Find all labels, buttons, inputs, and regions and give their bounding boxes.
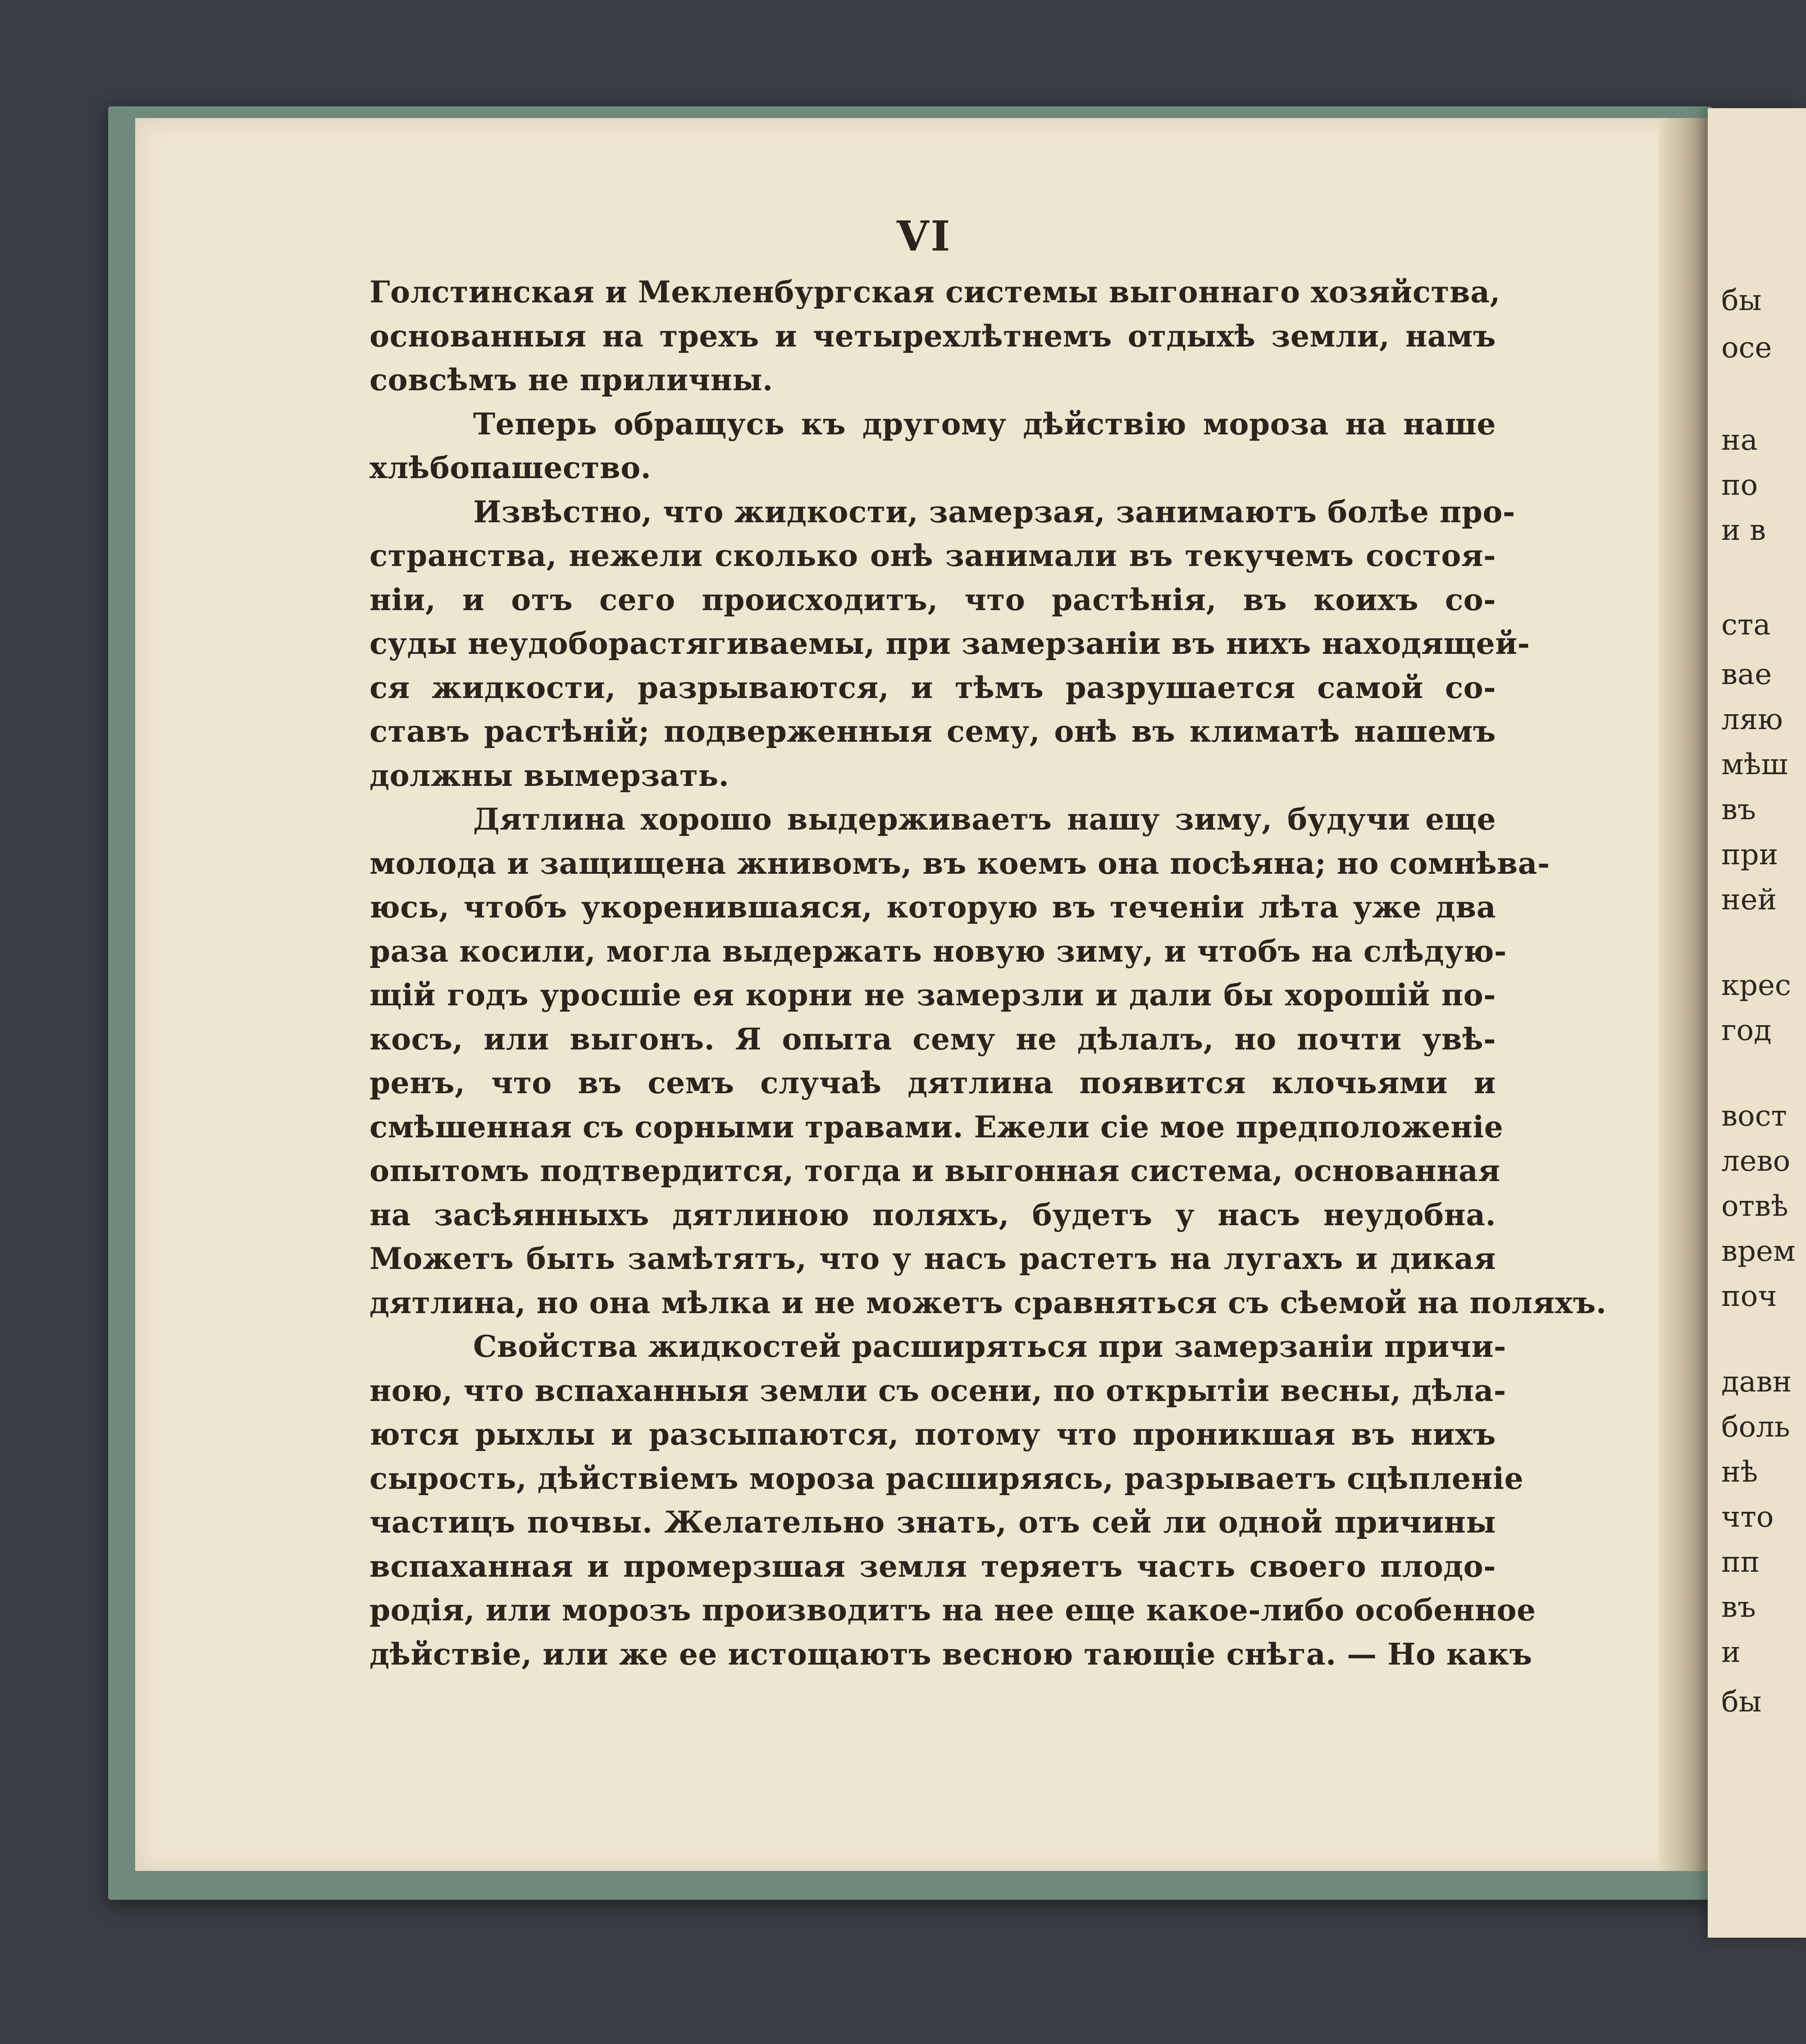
facing-page-fragment: мѣш [1721, 748, 1788, 781]
paragraph-start-line: Извѣстно, что жидкости, замерзая, занимаютъ болѣе про- [473, 494, 1515, 529]
facing-page-fragment: давн [1721, 1365, 1792, 1399]
text-line: опытомъ подтвердится, тогда и выгонная система, основанная [369, 1153, 1500, 1188]
facing-page-fragment: нѣ [1721, 1455, 1758, 1489]
text-line: хлѣбопашество. [369, 450, 652, 485]
text-line: ніи, и отъ сего происходитъ, что растѣнія, въ коихъ со- [369, 582, 1496, 617]
paragraph-start-line: Дятлина хорошо выдерживаетъ нашу зиму, будучи еще [473, 802, 1496, 837]
text-line: дятлина, но она мѣлка и не можетъ сравняться съ сѣемой на поляхъ. [369, 1285, 1607, 1320]
text-line: странства, нежели сколько онѣ занимали въ текучемъ состоя- [369, 538, 1496, 573]
text-line: ются рыхлы и разсыпаются, потому что проникшая въ нихъ [369, 1417, 1496, 1452]
text-line: дѣйствіе, или же ее истощаютъ весною тающіе снѣга. — Но какъ [369, 1636, 1532, 1672]
text-line: молода и защищена жнивомъ, въ коемъ она посѣяна; но сомнѣва- [369, 845, 1550, 881]
text-line: на засѣянныхъ дятлиною поляхъ, будетъ у насъ неудобна. [369, 1197, 1496, 1232]
text-line: ренъ, что въ семъ случаѣ дятлина появится клочьями и [369, 1065, 1496, 1100]
facing-page-fragment: отвѣ [1721, 1190, 1788, 1223]
paragraph-start-line: Свойства жидкостей расширяться при замерзаніи причи- [473, 1329, 1506, 1364]
text-line: смѣшенная съ сорными травами. Ежели сіе мое предположеніе [369, 1109, 1504, 1145]
facing-page-fragment: при [1721, 838, 1779, 871]
body-text [369, 270, 1607, 1676]
facing-page-fragment: и в [1721, 514, 1766, 547]
facing-page-fragment: и [1721, 1636, 1741, 1669]
text-line: родія, или морозъ производитъ на нее еще какое-либо особенное [369, 1592, 1536, 1628]
facing-page-fragment: лево [1721, 1145, 1791, 1178]
facing-page-fragment: поч [1721, 1280, 1777, 1313]
facing-page-fragment: врем [1721, 1235, 1796, 1268]
facing-page-fragment: ста [1721, 608, 1771, 642]
facing-page-fragment: бы [1721, 284, 1762, 317]
text-line: юсь, чтобъ укоренившаяся, которую въ теченіи лѣта уже два [369, 890, 1496, 925]
text-line: ною, что вспаханныя земли съ осени, по открытіи весны, дѣла- [369, 1373, 1506, 1408]
facing-page-fragment: вае [1721, 658, 1772, 691]
facing-page-fragment: по [1721, 469, 1758, 502]
facing-page-edge [1708, 108, 1806, 1938]
facing-page-fragment: год [1721, 1014, 1772, 1047]
facing-page-fragment: бы [1721, 1685, 1762, 1719]
facing-page-fragment: вост [1721, 1100, 1787, 1133]
text-line: косъ, или выгонъ. Я опыта сему не дѣлалъ, но почти увѣ- [369, 1021, 1496, 1057]
text-line: Голстинская и Мекленбургская системы выгоннаго хозяйства, [369, 274, 1500, 310]
text-line: Можетъ быть замѣтятъ, что у насъ растетъ на лугахъ и дикая [369, 1241, 1496, 1276]
page-number: VI [897, 212, 952, 260]
text-line: ся жидкости, разрываются, и тѣмъ разрушается самой со- [369, 670, 1496, 705]
facing-page-fragment: на [1721, 424, 1758, 457]
facing-page-fragment: что [1721, 1501, 1774, 1534]
text-line: суды неудоборастягиваемы, при замерзаніи въ нихъ находящей- [369, 626, 1530, 661]
facing-page-fragment: осе [1721, 331, 1772, 365]
facing-page-fragment: боль [1721, 1410, 1790, 1444]
facing-page-fragment: ляю [1721, 703, 1783, 736]
text-line: совсѣмъ не приличны. [369, 362, 773, 397]
text-line: сырость, дѣйствіемъ мороза расширяясь, разрываетъ сцѣпленіе [369, 1460, 1524, 1496]
facing-page-fragment: пп [1721, 1546, 1760, 1579]
text-line: вспаханная и промерзшая земля теряетъ часть своего плодо- [369, 1548, 1496, 1584]
text-line: раза косили, могла выдержать новую зиму, и чтобъ на слѣдую- [369, 933, 1507, 969]
text-line: частицъ почвы. Желательно знать, отъ сей ли одной причины [369, 1505, 1496, 1540]
text-line: щій годъ уросшіе ея корни не замерзли и дали бы хорошій по- [369, 977, 1496, 1013]
facing-page-fragment: ней [1721, 883, 1777, 917]
paragraph-start-line: Теперь обращусь къ другому дѣйствію мороза на наше [473, 406, 1496, 442]
text-line: должны вымерзать. [369, 757, 730, 793]
text-line: основанныя на трехъ и четырехлѣтнемъ отдыхѣ земли, намъ [369, 318, 1496, 354]
facing-page-fragment: въ [1721, 1591, 1756, 1624]
facing-page-fragment: въ [1721, 793, 1756, 826]
facing-page-fragment: крес [1721, 969, 1791, 1002]
text-line: ставъ растѣній; подверженныя сему, онѣ въ климатѣ нашемъ [369, 714, 1496, 749]
